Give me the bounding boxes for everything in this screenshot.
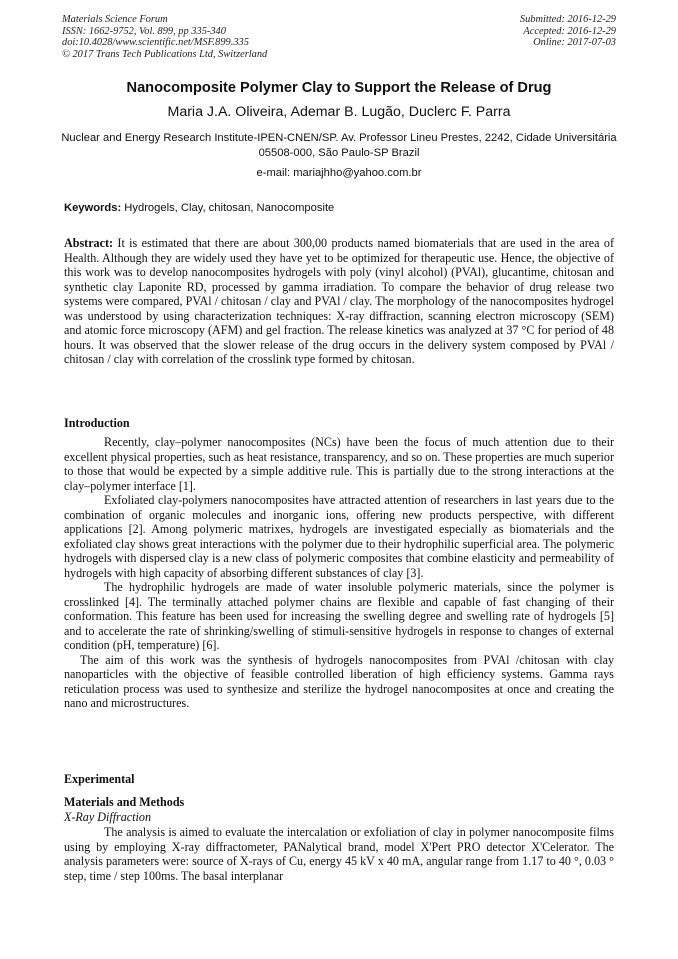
copyright-line: © 2017 Trans Tech Publications Ltd, Switzerland — [62, 48, 268, 60]
experimental-heading: Experimental — [64, 772, 135, 786]
online-date: Online: 2017-07-03 — [533, 37, 616, 49]
experimental-paragraph: The analysis is aimed to evaluate the intercalation or exfoliation of clay in polymer nanocomposite films using by employing X-ray diffractometer, PANalytical brand, model X'Pert PRO detector X'Celerator. The analysis parameters were: source of X-rays of Cu, energy 45 kV x 40 mA, angular range from 1.17 to 40 °, 0.03 ° step, time / step 100ms. The basal interplanar — [64, 825, 614, 883]
paper-title: Nanocomposite Polymer Clay to Support the Release of Drug — [126, 80, 552, 96]
doi-line: doi:10.4028/www.scientific.net/MSF.899.335 — [62, 37, 249, 49]
submitted-date: Submitted: 2016-12-29 — [519, 14, 616, 25]
intro-paragraph: Recently, clay–polymer nanocomposites (NCs) have been the focus of much attention due to their excellent physical properties, such as heat resistance, transparency, and so on. These properties are much superior to those that would be expected by a simple additive rule. This is partially due to the strong interactions at the clay–polymer interface [1]. — [64, 435, 614, 493]
intro-paragraph: The aim of this work was the synthesis of hydrogels nanocomposites from PVAl /chitosan with clay nanoparticles with the objective of feasible controlled liberation of high efficiency systems. Gamma rays reticulation process was used to synthesize and sterilize the hydrogel nanocomposites at once and creating the nano and microstructures. — [64, 652, 614, 710]
keywords — [64, 202, 334, 214]
journal-header-right — [520, 14, 616, 49]
intro-paragraph: Exfoliated clay-polymers nanocomposites have attracted attention of researchers in last years due to the combination of organic molecules and inorganic ions, offering new products perspective, with different applications [2]. Among polymeric matrixes, hydrogels are investigated especially as biomaterials and the exfoliated clay shows great interactions with the polymer due to their hydrophilic superficial area. The polymeric hydrogels with dispersed clay is a new class of polymeric composites that combine elasticity and permeability of hydrogels with high capacity of absorbing different substances of clay [3]. — [64, 493, 614, 580]
contact-email: e-mail: mariajhho@yahoo.com.br — [256, 167, 422, 179]
abstract — [64, 236, 614, 367]
author-list: Maria J.A. Oliveira, Ademar B. Lugão, Duclerc F. Parra — [167, 104, 511, 120]
journal-header-left — [62, 14, 267, 60]
abstract-label: Abstract: — [64, 236, 114, 250]
journal-name: Materials Science Forum — [62, 14, 168, 25]
xray-diffraction-heading: X-Ray Diffraction — [64, 810, 151, 824]
introduction-heading: Introduction — [64, 416, 130, 430]
materials-methods-heading: Materials and Methods — [64, 795, 185, 809]
abstract-text: It is estimated that there are about 300,00 products named biomaterials that are used in the area of Health. Although they are widely used they have yet to be optimized for therapeutic use. Hence, the objective of this work was to develop nanocomposites hydrogels with poly (vinyl alcohol) (PVAl), glucantime, chitosan and synthetic clay Laponite RD, processed by gamma irradiation. To compare the behavior of drug release two systems were compared, PVAl / chitosan / clay and PVAl / clay. The morphology of the nanocomposites hydrogel was understood by using characterization techniques: X-ray diffraction, scanning electron microscopy (SEM) and atomic force microscopy (AFM) and gel fraction. The release kinetics was analyzed at 37 °C for period of 48 hours. It was observed that the slower release of the drug occurs in the delivery system composed by PVAl / chitosan / clay with correlation of the crosslink type formed by chitosan. — [64, 236, 614, 366]
introduction-body — [64, 435, 614, 711]
accepted-date: Accepted: 2016-12-29 — [523, 25, 616, 37]
intro-paragraph: The hydrophilic hydrogels are made of water insoluble polymeric materials, since the polymer is crosslinked [4]. The terminally attached polymer chains are flexible and capable of fast changing of their conformation. This feature has been used for increasing the swelling degree and swelling rate of hydrogels [5] and to accelerate the rate of shrinking/swelling of stimuli-sensitive hydrogels in response to changes of external condition (pH, temperature) [6]. — [64, 580, 614, 652]
keywords-label: Keywords: — [64, 202, 122, 214]
affiliation: Nuclear and Energy Research Institute-IPEN-CNEN/SP. Av. Professor Lineu Prestes, 2242, Cidade Universitária 05508-000, São Paulo-SP Brazil — [61, 132, 617, 160]
issn-line: ISSN: 1662-9752, Vol. 899, pp 335-340 — [62, 25, 226, 37]
experimental-body — [64, 825, 614, 883]
keywords-text: Hydrogels, Clay, chitosan, Nanocomposite — [121, 202, 335, 214]
